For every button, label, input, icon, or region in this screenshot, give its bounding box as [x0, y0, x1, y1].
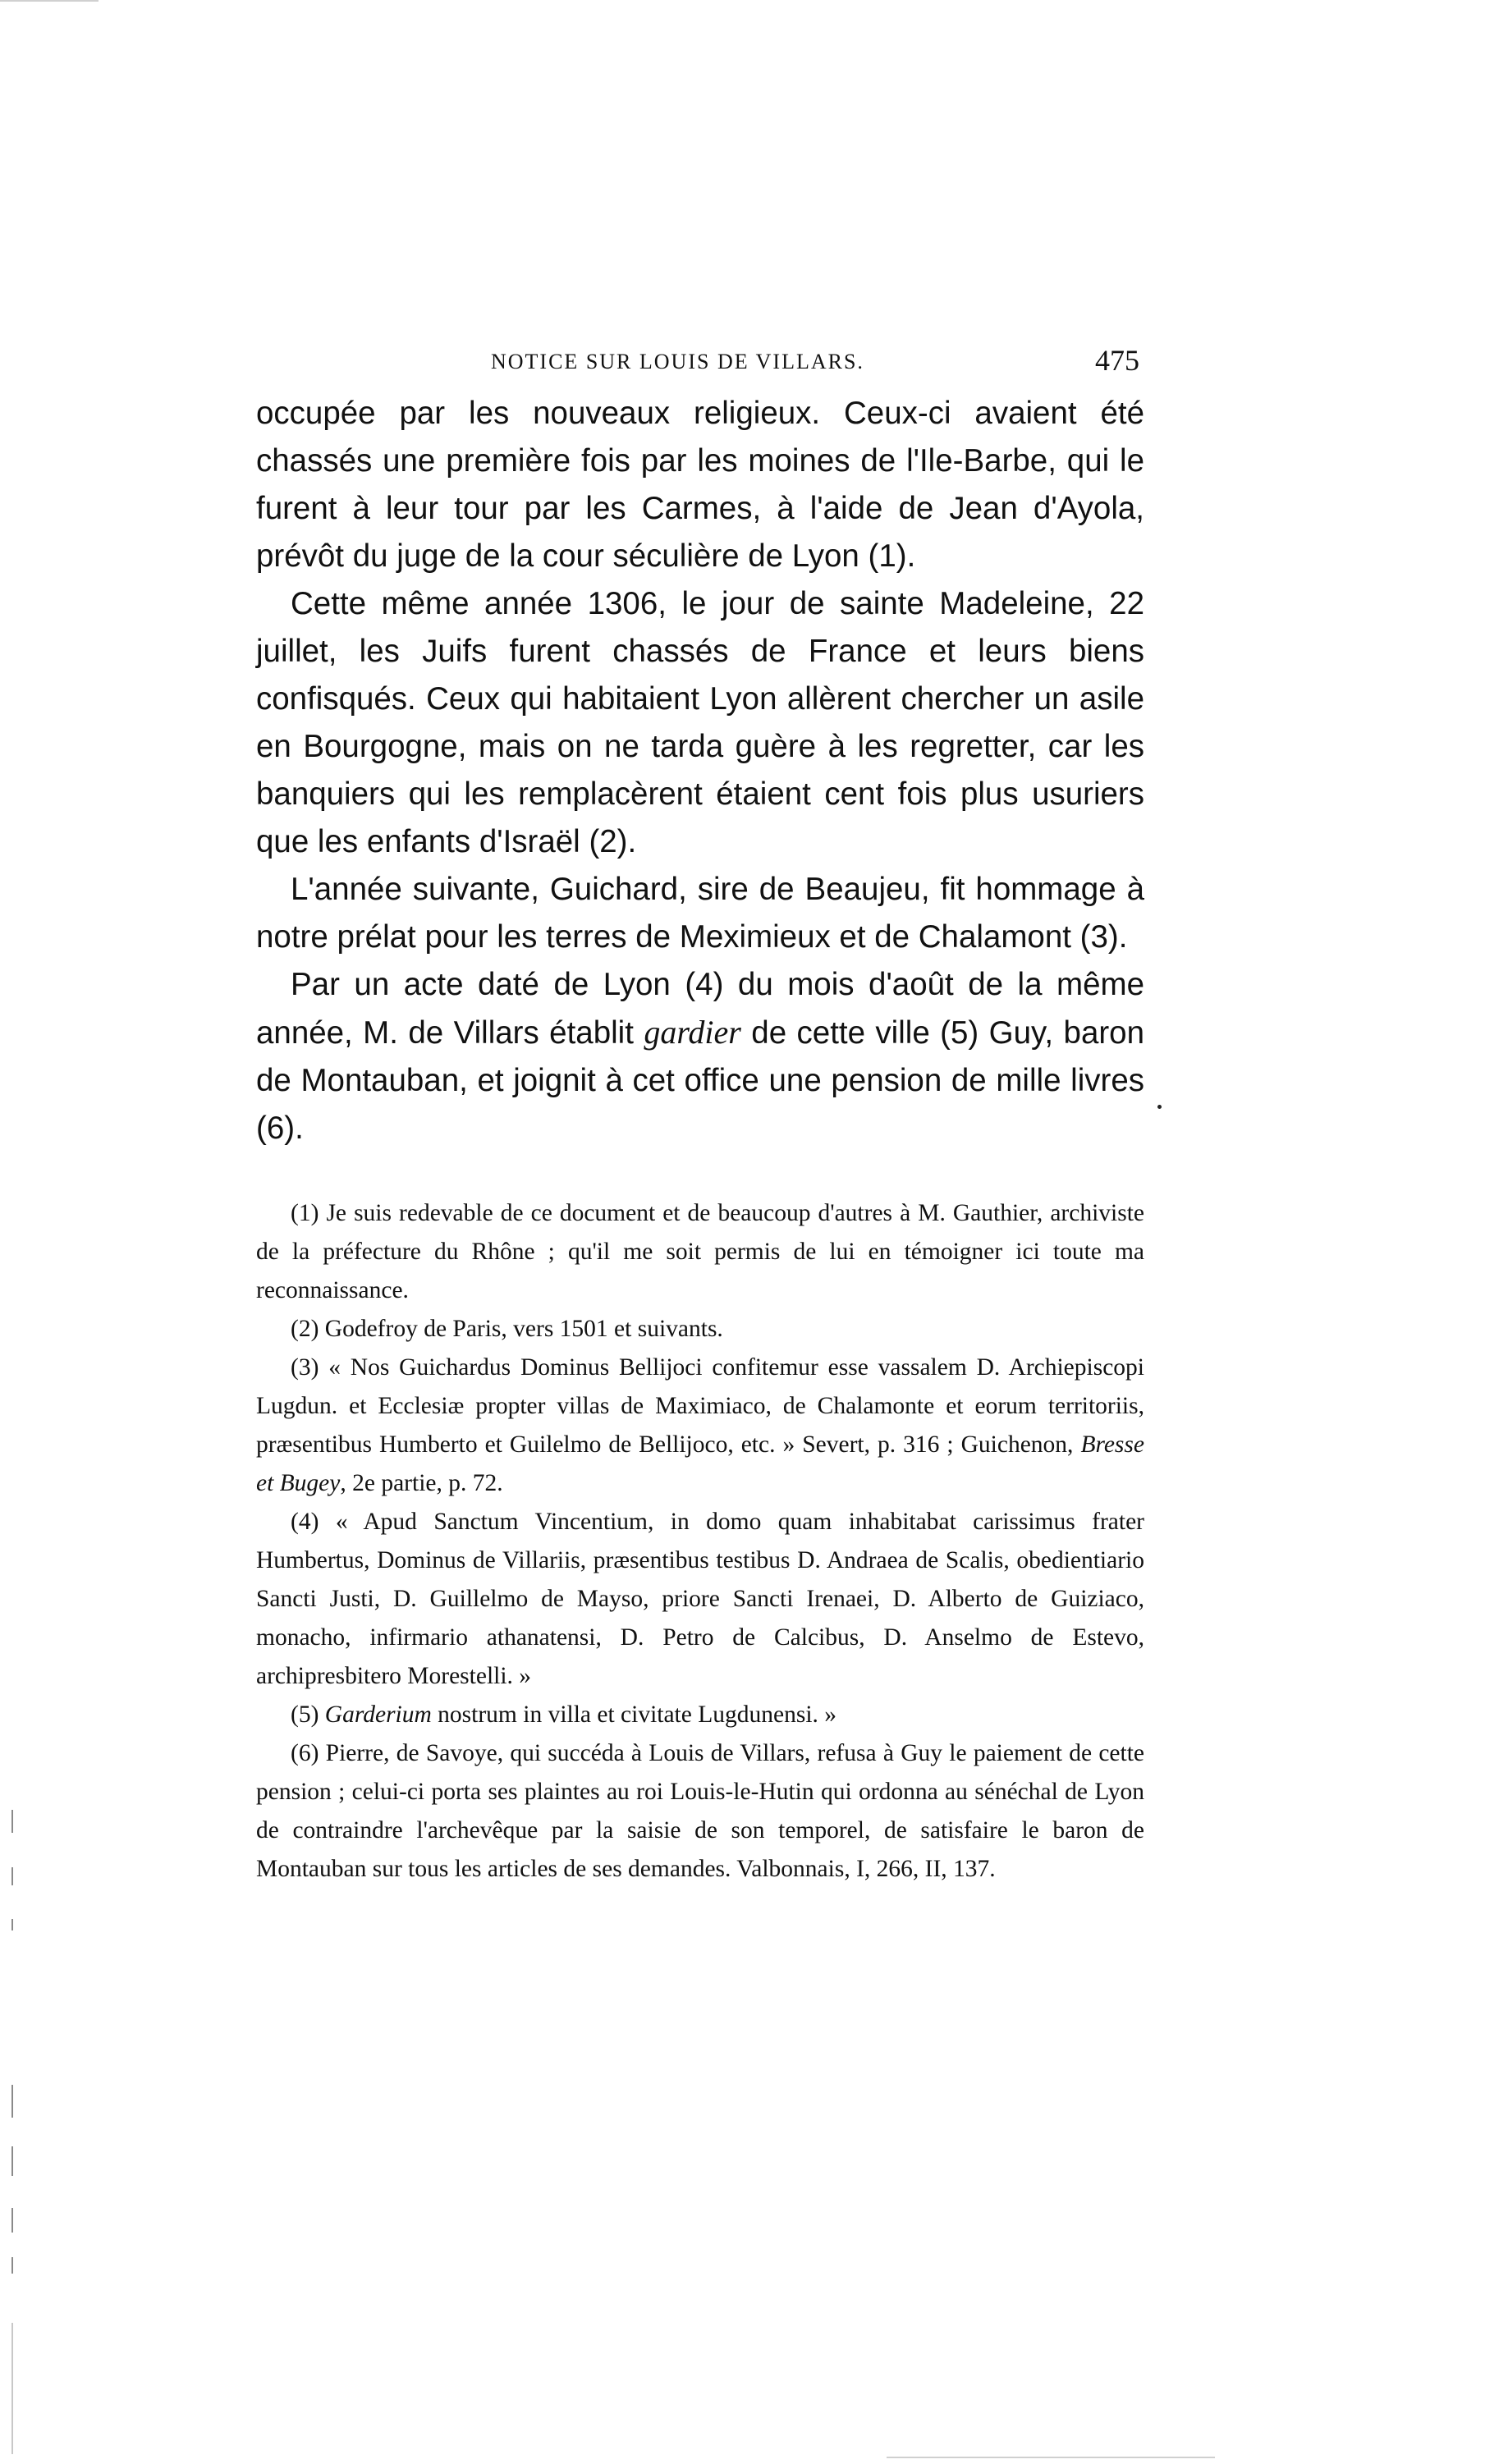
scan-edge-mark: [887, 2457, 1215, 2458]
scan-edge-mark: [11, 2146, 13, 2176]
footnote-ref-3: (3): [1079, 919, 1119, 955]
main-text: [256, 390, 1144, 1152]
footnotes: [256, 1194, 1144, 1889]
scan-edge-mark: [11, 1919, 13, 1930]
footnote-ref-6: (6): [256, 1111, 296, 1146]
paragraph-4: Par un acte daté de Lyon (4) du mois d'août de la même année, M. de Villars établit gardier de cette ville (5) Guy, baron de Montauban, et joignit à cet office une pension de mille livres (6).: [256, 967, 1144, 1146]
footnote-ref-5: (5): [940, 1015, 979, 1051]
footnote-5: (5) Garderium nostrum in villa et civitate Lugdunensi. »: [291, 1701, 837, 1728]
page-number: 475: [1095, 344, 1139, 377]
scan-edge-mark: [11, 2208, 13, 2233]
paragraph-2: Cette même année 1306, le jour de sainte Madeleine, 22 juillet, les Juifs furent chassés de France et leurs biens confisqués. Ceux qui habitaient Lyon allèrent chercher un asile en Bourgogne, mais on ne tarda guère à les regretter, car les banquiers qui les remplacèrent étaient cent fois plus usuriers que les enfants d'Israël (2).: [256, 586, 1144, 859]
scan-edge-mark: [0, 0, 99, 2]
footnote-4: (4) « Apud Sanctum Vincentium, in domo quam inhabitabat carissimus frater Humbertus, Dominus de Villariis, præsentibus testibus D. Andraea de Scalis, obedientiario Sancti Justi, D. Guillelmo de Mayso, priore Sancti Irenaei, D. Alberto de Guiziaco, monacho, infirmario athanatensi, D. Petro de Calcibus, D. Anselmo de Estevo, archipresbitero Morestelli. »: [256, 1509, 1144, 1689]
scan-edge-mark: [11, 2257, 13, 2274]
paragraph-1: occupée par les nouveaux religieux. Ceux-ci avaient été chassés une première fois par les moines de l'Ile-Barbe, qui le furent à leur tour par les Carmes, à l'aide de Jean d'Ayola, prévôt du juge de la cour séculière de Lyon (1).: [256, 396, 1144, 574]
footnote-ref-2: (2): [589, 824, 628, 859]
stray-mark: [1157, 1105, 1162, 1109]
footnote-3: (3) « Nos Guichardus Dominus Bellijoci confitemur esse vassalem D. Archiepiscopi Lugdun. et Ecclesiæ propter villas de Maximiaco, de Chalamonte et eorum territoriis, præsentibus Humberto et Guilelmo de Bellijoco, etc. » Severt, p. 316 ; Guichenon, Bresse et Bugey, 2e partie, p. 72.: [256, 1354, 1144, 1496]
footnote-1: (1) Je suis redevable de ce document et de beaucoup d'autres à M. Gauthier, archiviste de la préfecture du Rhône ; qu'il me soit permis de lui en témoigner ici toute ma reconnaissance.: [256, 1200, 1144, 1303]
footnote-2: (2) Godefroy de Paris, vers 1501 et suivants.: [291, 1316, 723, 1342]
running-head: [253, 343, 1139, 384]
footnote-6: (6) Pierre, de Savoye, qui succéda à Louis de Villars, refusa à Guy le paiement de cette pension ; celui-ci porta ses plaintes au roi Louis-le-Hutin qui ordonna au sénéchal de Lyon de contraindre l'archevêque par la saisie de son temporel, de satisfaire le baron de Montauban sur tous les articles de ses demandes. Valbonnais, I, 266, II, 137.: [256, 1740, 1144, 1882]
scan-edge-mark: [11, 1867, 13, 1885]
scan-edge-mark: [11, 1810, 13, 1833]
footnote-ref-4: (4): [685, 967, 724, 1002]
scan-edge-mark: [11, 2085, 13, 2118]
running-title: NOTICE SUR LOUIS DE VILLARS.: [491, 350, 864, 373]
footnote-ref-1: (1): [868, 538, 907, 574]
paragraph-3: L'année suivante, Guichard, sire de Beaujeu, fit hommage à notre prélat pour les terres de Meximieux et de Chalamont (3).: [256, 872, 1144, 955]
scan-edge-mark: [11, 2323, 13, 2454]
italic-word: gardier: [644, 1014, 741, 1051]
